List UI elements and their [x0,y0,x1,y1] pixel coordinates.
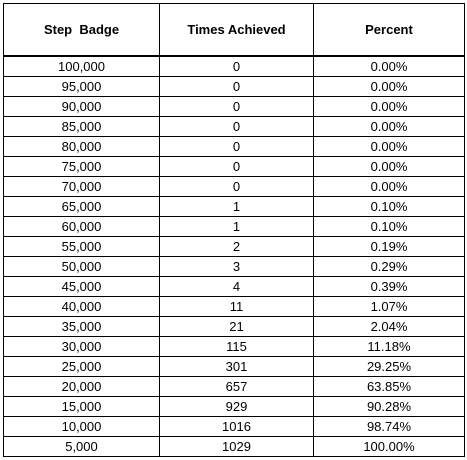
table-row [4,377,465,397]
cell-times-achieved: 0 [160,117,314,137]
cell-step-badge: 75,000 [4,157,160,177]
table-row [4,437,465,457]
table-row [4,317,465,337]
table-row [4,56,465,77]
cell-percent: 98.74% [314,417,465,437]
table-row [4,77,465,97]
cell-times-achieved: 3 [160,257,314,277]
cell-percent: 0.00% [314,97,465,117]
cell-step-badge: 85,000 [4,117,160,137]
table-row [4,297,465,317]
cell-percent: 11.18% [314,337,465,357]
cell-step-badge: 80,000 [4,137,160,157]
table-row [4,97,465,117]
cell-step-badge: 55,000 [4,237,160,257]
header-step-badge: Step Badge [4,4,160,57]
cell-times-achieved: 115 [160,337,314,357]
cell-step-badge: 95,000 [4,77,160,97]
header-row [4,4,465,57]
table-body [4,56,465,457]
table-row [4,117,465,137]
cell-times-achieved: 21 [160,317,314,337]
cell-percent: 90.28% [314,397,465,417]
cell-times-achieved: 301 [160,357,314,377]
cell-step-badge: 45,000 [4,277,160,297]
cell-times-achieved: 0 [160,157,314,177]
table-row [4,357,465,377]
table-row [4,237,465,257]
cell-step-badge: 70,000 [4,177,160,197]
cell-percent: 29.25% [314,357,465,377]
cell-step-badge: 5,000 [4,437,160,457]
cell-times-achieved: 929 [160,397,314,417]
cell-times-achieved: 0 [160,97,314,117]
header-times-achieved: Times Achieved [160,4,314,57]
cell-times-achieved: 2 [160,237,314,257]
cell-step-badge: 90,000 [4,97,160,117]
cell-step-badge: 40,000 [4,297,160,317]
cell-times-achieved: 657 [160,377,314,397]
cell-times-achieved: 1 [160,197,314,217]
cell-percent: 0.10% [314,197,465,217]
cell-times-achieved: 0 [160,77,314,97]
step-badge-table-sheet [3,3,464,457]
table-row [4,337,465,357]
cell-times-achieved: 0 [160,177,314,197]
cell-percent: 0.00% [314,157,465,177]
cell-times-achieved: 1016 [160,417,314,437]
cell-step-badge: 30,000 [4,337,160,357]
cell-percent: 0.00% [314,117,465,137]
cell-percent: 1.07% [314,297,465,317]
cell-percent: 0.00% [314,56,465,77]
table-row [4,257,465,277]
cell-times-achieved: 0 [160,56,314,77]
cell-step-badge: 10,000 [4,417,160,437]
cell-percent: 0.19% [314,237,465,257]
cell-percent: 0.00% [314,137,465,157]
cell-step-badge: 15,000 [4,397,160,417]
table-row [4,197,465,217]
table-row [4,157,465,177]
cell-step-badge: 25,000 [4,357,160,377]
cell-step-badge: 100,000 [4,56,160,77]
cell-percent: 100.00% [314,437,465,457]
table-row [4,417,465,437]
cell-step-badge: 35,000 [4,317,160,337]
step-badge-table [3,3,465,457]
cell-times-achieved: 1029 [160,437,314,457]
table-row [4,277,465,297]
cell-percent: 0.00% [314,177,465,197]
cell-percent: 63.85% [314,377,465,397]
cell-times-achieved: 0 [160,137,314,157]
cell-times-achieved: 11 [160,297,314,317]
cell-percent: 2.04% [314,317,465,337]
cell-times-achieved: 1 [160,217,314,237]
table-header [4,4,465,57]
cell-percent: 0.39% [314,277,465,297]
cell-percent: 0.00% [314,77,465,97]
table-row [4,137,465,157]
cell-step-badge: 60,000 [4,217,160,237]
cell-step-badge: 65,000 [4,197,160,217]
cell-percent: 0.10% [314,217,465,237]
cell-step-badge: 50,000 [4,257,160,277]
table-row [4,397,465,417]
header-percent: Percent [314,4,465,57]
cell-step-badge: 20,000 [4,377,160,397]
table-row [4,177,465,197]
cell-percent: 0.29% [314,257,465,277]
table-row [4,217,465,237]
cell-times-achieved: 4 [160,277,314,297]
